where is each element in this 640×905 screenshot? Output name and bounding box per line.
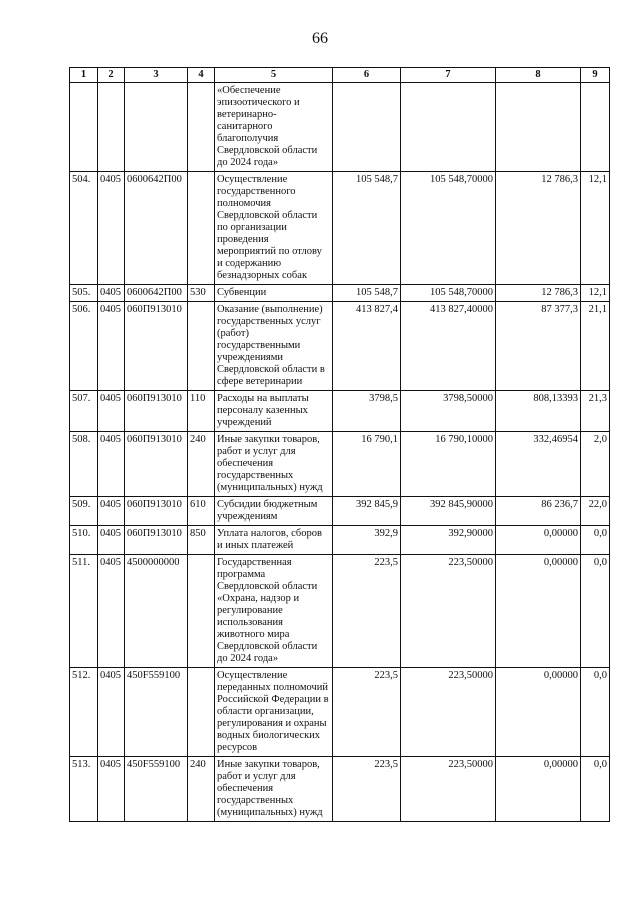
executed-amount: 0,00000 bbox=[496, 757, 581, 822]
target-article-code: 060П913010 bbox=[125, 391, 188, 432]
column-header: 7 bbox=[401, 68, 496, 83]
section-code: 0405 bbox=[98, 285, 125, 302]
revised-amount: 16 790,10000 bbox=[401, 432, 496, 497]
expense-type-code bbox=[188, 668, 215, 757]
target-article-code: 4500000000 bbox=[125, 555, 188, 668]
revised-amount bbox=[401, 83, 496, 172]
target-article-code: 0600642П00 bbox=[125, 172, 188, 285]
approved-amount: 223,5 bbox=[333, 757, 401, 822]
table-row bbox=[70, 497, 610, 526]
column-header: 9 bbox=[581, 68, 610, 83]
target-article-code: 450F559100 bbox=[125, 668, 188, 757]
expense-name: Субвенции bbox=[215, 285, 333, 302]
header-row bbox=[70, 68, 610, 83]
column-header: 8 bbox=[496, 68, 581, 83]
section-code: 0405 bbox=[98, 526, 125, 555]
column-header: 5 bbox=[215, 68, 333, 83]
column-header: 1 bbox=[70, 68, 98, 83]
expense-type-code: 530 bbox=[188, 285, 215, 302]
table-row bbox=[70, 172, 610, 285]
expense-type-code: 110 bbox=[188, 391, 215, 432]
row-number bbox=[70, 83, 98, 172]
row-number: 509. bbox=[70, 497, 98, 526]
column-header: 3 bbox=[125, 68, 188, 83]
expense-type-code bbox=[188, 172, 215, 285]
expense-type-code: 240 bbox=[188, 757, 215, 822]
execution-percent bbox=[581, 83, 610, 172]
target-article-code: 060П913010 bbox=[125, 526, 188, 555]
section-code: 0405 bbox=[98, 172, 125, 285]
executed-amount: 332,46954 bbox=[496, 432, 581, 497]
row-number: 513. bbox=[70, 757, 98, 822]
approved-amount: 392,9 bbox=[333, 526, 401, 555]
table-row bbox=[70, 757, 610, 822]
section-code: 0405 bbox=[98, 432, 125, 497]
column-header: 6 bbox=[333, 68, 401, 83]
expense-type-code bbox=[188, 555, 215, 668]
page-number: 66 bbox=[312, 30, 328, 47]
section-code: 0405 bbox=[98, 302, 125, 391]
table-row bbox=[70, 432, 610, 497]
budget-table bbox=[69, 67, 610, 822]
column-header: 2 bbox=[98, 68, 125, 83]
expense-type-code: 610 bbox=[188, 497, 215, 526]
approved-amount: 223,5 bbox=[333, 555, 401, 668]
execution-percent: 21,1 bbox=[581, 302, 610, 391]
revised-amount: 392,90000 bbox=[401, 526, 496, 555]
executed-amount: 808,13393 bbox=[496, 391, 581, 432]
row-number: 504. bbox=[70, 172, 98, 285]
revised-amount: 223,50000 bbox=[401, 555, 496, 668]
approved-amount: 105 548,7 bbox=[333, 172, 401, 285]
section-code: 0405 bbox=[98, 497, 125, 526]
executed-amount bbox=[496, 83, 581, 172]
column-header: 4 bbox=[188, 68, 215, 83]
table-row bbox=[70, 391, 610, 432]
execution-percent: 0,0 bbox=[581, 757, 610, 822]
executed-amount: 12 786,3 bbox=[496, 285, 581, 302]
table-row bbox=[70, 668, 610, 757]
row-number: 506. bbox=[70, 302, 98, 391]
approved-amount: 3798,5 bbox=[333, 391, 401, 432]
execution-percent: 12,1 bbox=[581, 285, 610, 302]
section-code: 0405 bbox=[98, 391, 125, 432]
executed-amount: 0,00000 bbox=[496, 526, 581, 555]
expense-name: Иные закупки товаров, работ и услуг для обеспечения государственных (муниципальных) нужд bbox=[215, 757, 333, 822]
expense-type-code: 850 bbox=[188, 526, 215, 555]
execution-percent: 0,0 bbox=[581, 555, 610, 668]
expense-type-code: 240 bbox=[188, 432, 215, 497]
execution-percent: 2,0 bbox=[581, 432, 610, 497]
section-code: 0405 bbox=[98, 555, 125, 668]
table-row bbox=[70, 302, 610, 391]
table-row bbox=[70, 526, 610, 555]
expense-name: Государственная программа Свердловской области «Охрана, надзор и регулирование использования животного мира Свердловской области до 2024 года» bbox=[215, 555, 333, 668]
revised-amount: 3798,50000 bbox=[401, 391, 496, 432]
execution-percent: 22,0 bbox=[581, 497, 610, 526]
table-row bbox=[70, 83, 610, 172]
section-code: 0405 bbox=[98, 668, 125, 757]
revised-amount: 413 827,40000 bbox=[401, 302, 496, 391]
row-number: 510. bbox=[70, 526, 98, 555]
row-number: 505. bbox=[70, 285, 98, 302]
expense-name: Субсидии бюджетным учреждениям bbox=[215, 497, 333, 526]
execution-percent: 0,0 bbox=[581, 668, 610, 757]
executed-amount: 0,00000 bbox=[496, 668, 581, 757]
target-article-code: 060П913010 bbox=[125, 497, 188, 526]
expense-name: Оказание (выполнение) государственных услуг (работ) государственными учреждениями Свердловской области в сфере ветеринарии bbox=[215, 302, 333, 391]
table-row bbox=[70, 555, 610, 668]
target-article-code: 450F559100 bbox=[125, 757, 188, 822]
table-row bbox=[70, 285, 610, 302]
approved-amount: 16 790,1 bbox=[333, 432, 401, 497]
row-number: 511. bbox=[70, 555, 98, 668]
executed-amount: 87 377,3 bbox=[496, 302, 581, 391]
section-code bbox=[98, 83, 125, 172]
executed-amount: 0,00000 bbox=[496, 555, 581, 668]
revised-amount: 392 845,90000 bbox=[401, 497, 496, 526]
approved-amount: 223,5 bbox=[333, 668, 401, 757]
revised-amount: 223,50000 bbox=[401, 668, 496, 757]
execution-percent: 21,3 bbox=[581, 391, 610, 432]
target-article-code: 060П913010 bbox=[125, 302, 188, 391]
expense-name: Осуществление государственного полномочия Свердловской области по организации проведения мероприятий по отлову и содержанию безнадзорных собак bbox=[215, 172, 333, 285]
revised-amount: 105 548,70000 bbox=[401, 285, 496, 302]
row-number: 508. bbox=[70, 432, 98, 497]
section-code: 0405 bbox=[98, 757, 125, 822]
expense-type-code bbox=[188, 302, 215, 391]
target-article-code: 0600642П00 bbox=[125, 285, 188, 302]
expense-name: Осуществление переданных полномочий Российской Федерации в области организации, регулирования и охраны водных биологических ресурсов bbox=[215, 668, 333, 757]
approved-amount: 105 548,7 bbox=[333, 285, 401, 302]
expense-name: Иные закупки товаров, работ и услуг для обеспечения государственных (муниципальных) нужд bbox=[215, 432, 333, 497]
approved-amount: 413 827,4 bbox=[333, 302, 401, 391]
execution-percent: 12,1 bbox=[581, 172, 610, 285]
target-article-code: 060П913010 bbox=[125, 432, 188, 497]
expense-name: «Обеспечение эпизоотического и ветеринарно-санитарного благополучия Свердловской области до 2024 года» bbox=[215, 83, 333, 172]
expense-type-code bbox=[188, 83, 215, 172]
target-article-code bbox=[125, 83, 188, 172]
executed-amount: 12 786,3 bbox=[496, 172, 581, 285]
expense-name: Расходы на выплаты персоналу казенных учреждений bbox=[215, 391, 333, 432]
row-number: 507. bbox=[70, 391, 98, 432]
executed-amount: 86 236,7 bbox=[496, 497, 581, 526]
approved-amount: 392 845,9 bbox=[333, 497, 401, 526]
revised-amount: 105 548,70000 bbox=[401, 172, 496, 285]
expense-name: Уплата налогов, сборов и иных платежей bbox=[215, 526, 333, 555]
row-number: 512. bbox=[70, 668, 98, 757]
revised-amount: 223,50000 bbox=[401, 757, 496, 822]
approved-amount bbox=[333, 83, 401, 172]
execution-percent: 0,0 bbox=[581, 526, 610, 555]
